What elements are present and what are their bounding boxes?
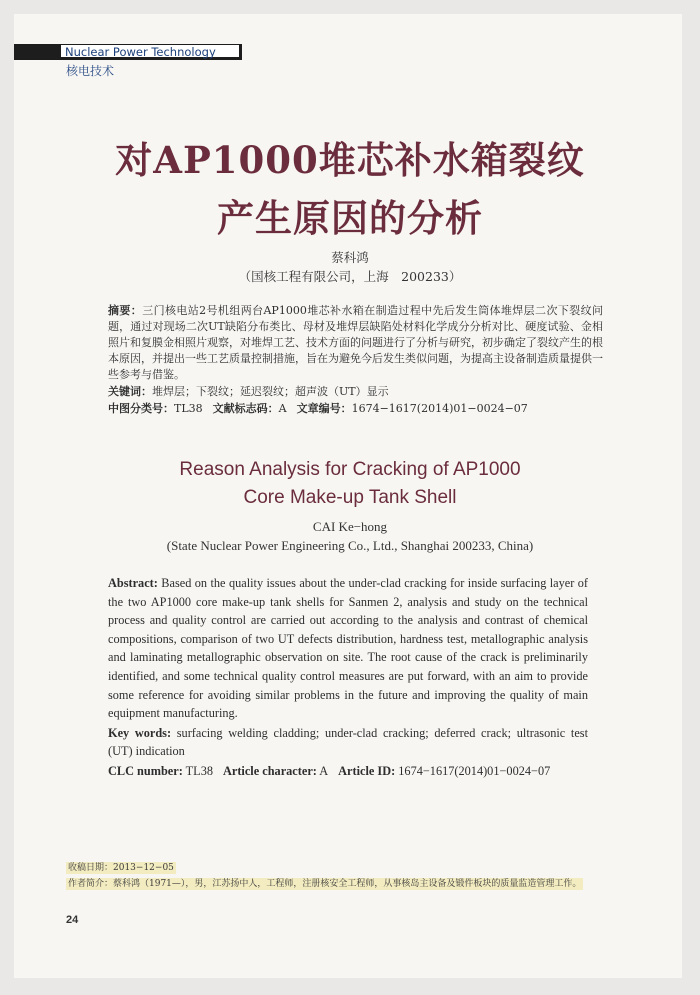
doc-code-cn-label: 文献标志码：: [212, 402, 279, 415]
keywords-en: [108, 724, 588, 761]
abstract-en-text: Based on the quality issues about the under-clad cracking for inside surfacing layer of the two AP1000 core make-up tank shells for Sanmen 2, analysis and study on the technical process and quality control are carried out according to the analysis and contrast of chemical compositions, comparison of two UT defects distribution, hardness test, metallographic analysis and laminating metallographic observation on site. The root cause of the crack is preliminarily identified, and some technical quality control measures are put forward, with an aim to provide some reference for avoiding similar problems in the future and improving the quality of main equipment manufacturing.: [108, 576, 589, 721]
clc-en-label: CLC number:: [108, 763, 183, 778]
id-en-label: Article ID:: [338, 763, 396, 778]
keywords-cn-label: 关键词：: [108, 385, 152, 398]
clc-en-value: TL38: [185, 763, 213, 778]
keywords-en-text: surfacing welding cladding; under-clad cracking; deferred crack; ultrasonic test (UT) indication: [108, 725, 589, 759]
affiliation-cn: （国核工程有限公司，上海 200233）: [238, 269, 462, 284]
abstract-cn-text: 三门核电站2号机组两台AP1000堆芯补水箱在制造过程中先后发生筒体堆焊层二次下裂纹问题，通过对现场二次UT缺陷分布类比、母材及堆焊层缺陷处材料化学成分分析对比、硬度试验、金相照片和复膜金相照片观察，对堆焊工艺、技术方面的问题进行了分析与研究，初步确定了裂纹产生的根本原因，并提出一些工艺质量控制措施，旨在为避免今后发生类似问题，为提高主设备制造质量提供一些参考与借鉴。: [108, 304, 604, 381]
keywords-cn: [108, 384, 603, 400]
title-en-line1: Reason Analysis for Cracking of AP1000: [179, 459, 521, 480]
title-cn-line2: 产生原因的分析: [217, 196, 483, 240]
classification-en: [108, 762, 588, 781]
abstract-en: [108, 574, 588, 781]
abstract-cn-label: 摘要：: [108, 304, 143, 317]
article-no-cn-label: 文章编号：: [296, 402, 352, 415]
keywords-en-label: Key words:: [108, 725, 172, 740]
journal-name: Nuclear Power Technology: [60, 44, 240, 58]
abstract-cn: [108, 303, 603, 417]
clc-cn-label: 中图分类号：: [108, 402, 174, 415]
abstract-cn-body: [108, 303, 603, 383]
character-en-value: A: [319, 763, 329, 778]
abstract-en-label: Abstract:: [108, 576, 158, 590]
author-en: CAI Ke−hong: [312, 519, 388, 534]
section-label: 核电技术: [66, 64, 115, 78]
id-en-value: 1674−1617(2014)01−0024−07: [398, 763, 551, 778]
article-no-cn-value: 1674−1617(2014)01−0024−07: [351, 402, 528, 415]
title-cn-line1: 对AP1000堆芯补水箱裂纹: [115, 138, 585, 182]
abstract-en-body: [108, 574, 588, 723]
author-cn: 蔡科鸿: [331, 250, 369, 265]
author-bio: 作者简介：蔡科鸿（1971—），男，江苏扬中人，工程师，注册核安全工程师，从事核岛主设备及锻件板块的质量监造管理工作。: [68, 879, 582, 889]
doc-code-cn-value: A: [278, 402, 287, 415]
classification-cn: [108, 401, 603, 417]
affiliation-en: (State Nuclear Power Engineering Co., Ltd., Shanghai 200233, China): [166, 538, 534, 553]
character-en-label: Article character:: [223, 763, 317, 778]
clc-cn-value: TL38: [174, 402, 203, 415]
footnote: [66, 860, 626, 892]
journal-header-bar: [14, 44, 242, 60]
received-date: 收稿日期：2013−12−05: [68, 863, 174, 873]
title-en-line2: Core Make-up Tank Shell: [243, 487, 457, 508]
page-number: 24: [66, 914, 79, 926]
keywords-cn-text: 堆焊层；下裂纹；延迟裂纹；超声波（UT）显示: [152, 385, 389, 398]
